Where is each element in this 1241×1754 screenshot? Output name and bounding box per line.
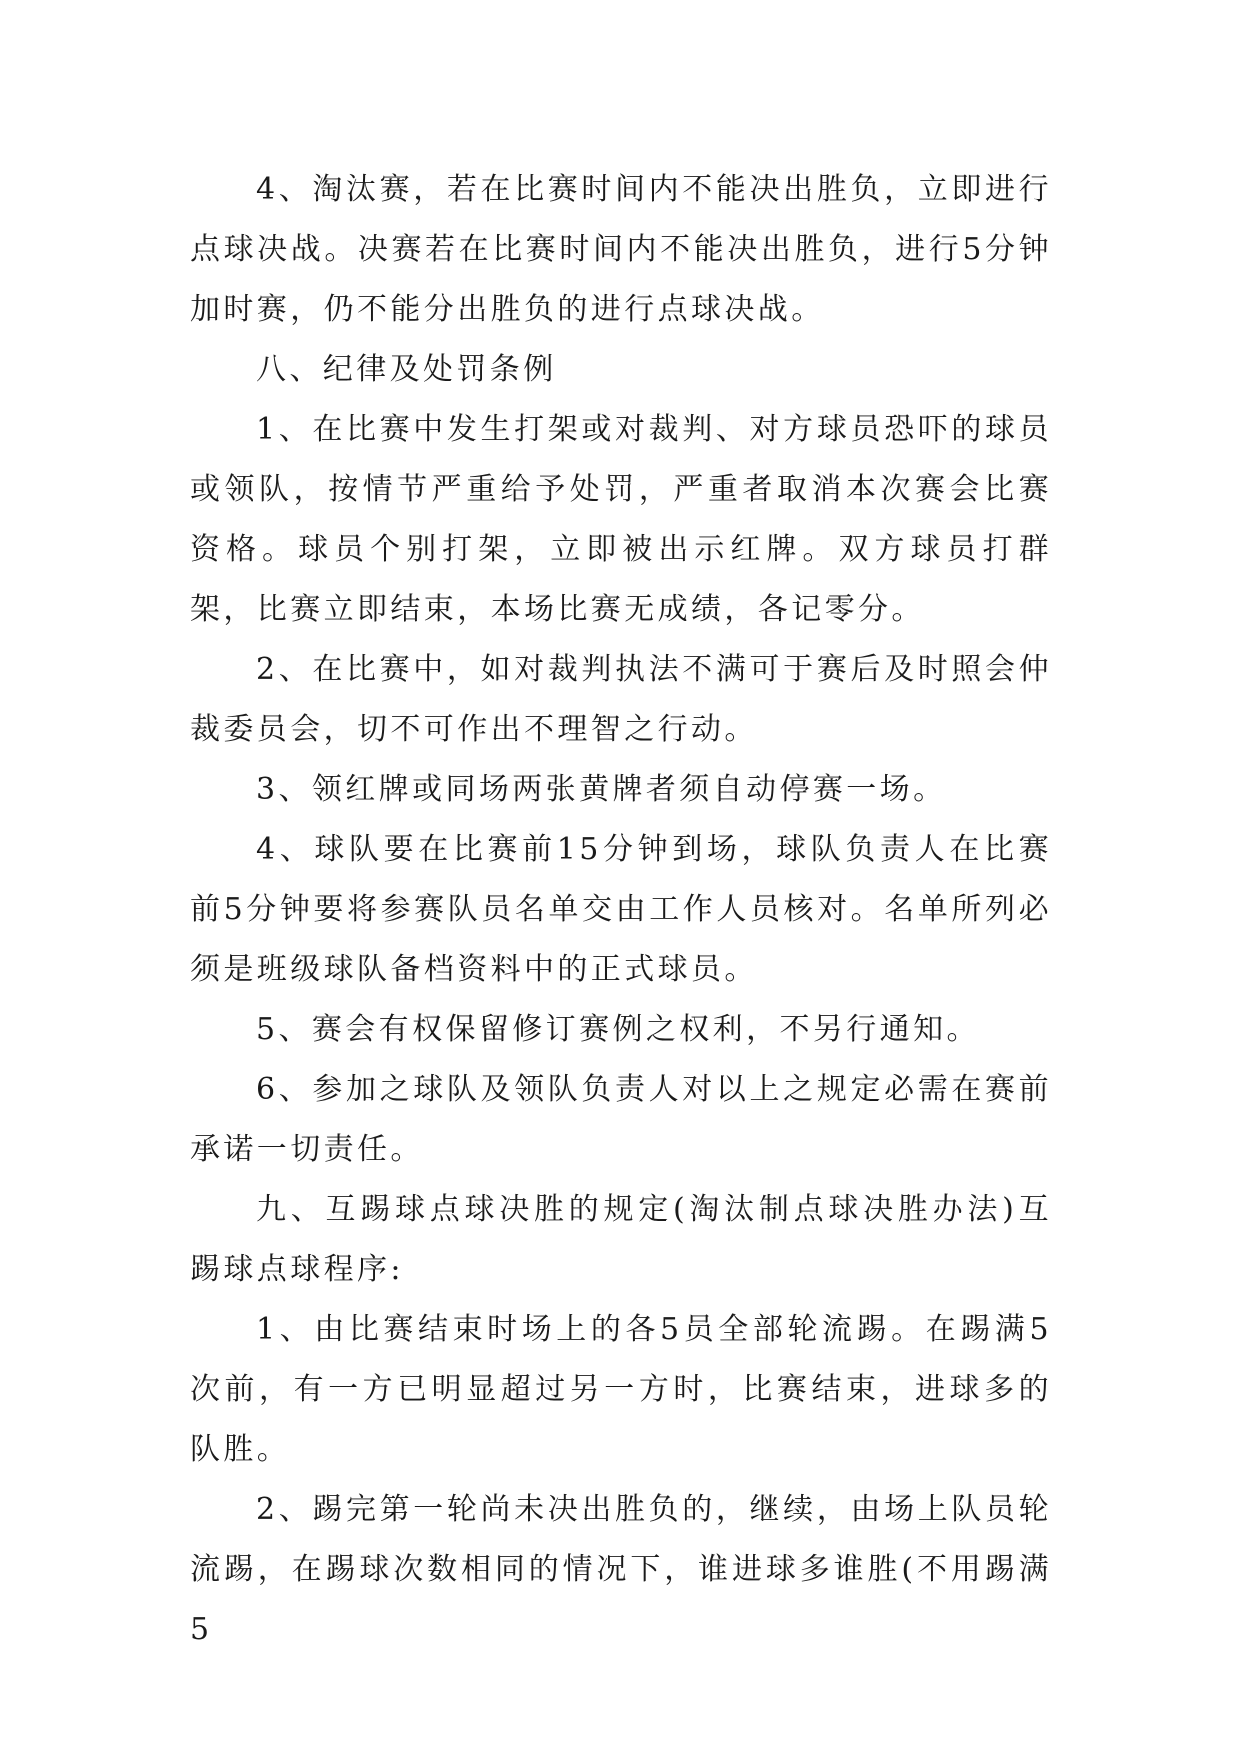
section-heading-discipline: 八、纪律及处罚条例 [256,352,557,387]
paragraph-fighting-penalty: 1、在比赛中发生打架或对裁判、对方球员恐吓的球员或领队，按情节严重给予处罚，严重者取消本次赛会比赛资格。球员个别打架，立即被出示红牌。双方球员打群架，比赛立即结束，本场比赛无成绩，各记零分。 [190,412,1052,627]
paragraph-arrival: 4、球队要在比赛前15分钟到场，球队负责人在比赛前5分钟要将参赛队员名单交由工作人员核对。名单所列必须是班级球队备档资料中的正式球员。 [190,832,1052,987]
paragraph-responsibility: 6、参加之球队及领队负责人对以上之规定必需在赛前承诺一切责任。 [190,1072,1052,1167]
paragraph-rule-revision: 5、赛会有权保留修订赛例之权利，不另行通知。 [256,1012,980,1047]
section-heading-penalty-shootout: 九、互踢球点球决胜的规定(淘汰制点球决胜办法)互踢球点球程序: [190,1192,1052,1287]
paragraph-shootout-continuation: 2、踢完第一轮尚未决出胜负的，继续，由场上队员轮流踢，在踢球次数相同的情况下，谁进球多谁胜(不用踢满5 [190,1492,1052,1647]
paragraph-appeal: 2、在比赛中，如对裁判执法不满可于赛后及时照会仲裁委员会，切不可作出不理智之行动。 [190,652,1052,747]
paragraph-shootout-first-round: 1、由比赛结束时场上的各5员全部轮流踢。在踢满5次前，有一方已明显超过另一方时，比赛结束，进球多的队胜。 [190,1312,1052,1467]
document-body [190,160,1052,1660]
paragraph-knockout-rule: 4、淘汰赛，若在比赛时间内不能决出胜负，立即进行点球决战。决赛若在比赛时间内不能决出胜负，进行5分钟加时赛，仍不能分出胜负的进行点球决战。 [190,172,1052,327]
paragraph-red-card: 3、领红牌或同场两张黄牌者须自动停赛一场。 [256,772,947,807]
